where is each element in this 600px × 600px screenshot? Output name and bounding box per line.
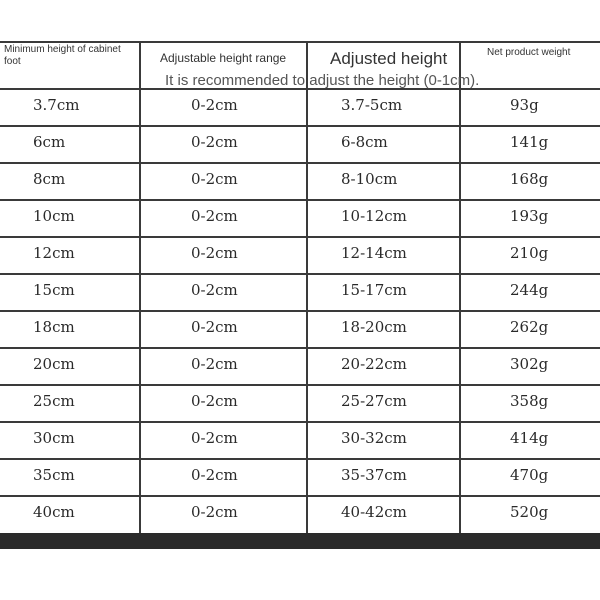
table-cell: 0-2cm — [191, 318, 238, 336]
table-cell: 358g — [510, 392, 549, 410]
row-divider — [0, 236, 600, 238]
row-divider — [0, 125, 600, 127]
table-cell: 18cm — [33, 318, 75, 336]
bottom-bar — [0, 533, 600, 549]
table-cell: 30-32cm — [341, 429, 407, 447]
table-cell: 20-22cm — [341, 355, 407, 373]
table-cell: 302g — [510, 355, 549, 373]
table-cell: 20cm — [33, 355, 75, 373]
row-divider — [0, 347, 600, 349]
header-net-weight: Net product weight — [487, 47, 571, 58]
table-cell: 0-2cm — [191, 429, 238, 447]
header-adjusted-height: Adjusted height — [330, 49, 448, 68]
row-divider — [0, 458, 600, 460]
table-cell: 210g — [510, 244, 549, 262]
row-divider — [0, 421, 600, 423]
table-cell: 0-2cm — [191, 281, 238, 299]
table-cell: 12cm — [33, 244, 75, 262]
table-cell: 0-2cm — [191, 466, 238, 484]
table-cell: 262g — [510, 318, 549, 336]
table-cell: 10-12cm — [341, 207, 407, 225]
table-cell: 0-2cm — [191, 355, 238, 373]
table-cell: 15-17cm — [341, 281, 407, 299]
table-cell: 520g — [510, 503, 549, 521]
row-divider — [0, 310, 600, 312]
table-cell: 6-8cm — [341, 133, 388, 151]
table-cell: 12-14cm — [341, 244, 407, 262]
table-cell: 0-2cm — [191, 207, 238, 225]
recommendation-note: It is recommended to adjust the height (0-1cm). — [165, 72, 480, 89]
table-cell: 6cm — [33, 133, 66, 151]
table-cell: 30cm — [33, 429, 75, 447]
table-cell: 0-2cm — [191, 244, 238, 262]
table-cell: 40cm — [33, 503, 75, 521]
table-cell: 141g — [510, 133, 549, 151]
table-cell: 25cm — [33, 392, 75, 410]
table-cell: 414g — [510, 429, 549, 447]
table-cell: 0-2cm — [191, 392, 238, 410]
table-cell: 8-10cm — [341, 170, 398, 188]
row-divider — [0, 162, 600, 164]
table-cell: 244g — [510, 281, 549, 299]
table-cell: 193g — [510, 207, 549, 225]
table-cell: 35cm — [33, 466, 75, 484]
row-divider — [0, 41, 600, 43]
table-cell: 93g — [510, 96, 539, 114]
table-cell: 8cm — [33, 170, 66, 188]
table-cell: 25-27cm — [341, 392, 407, 410]
table-cell: 470g — [510, 466, 549, 484]
row-divider — [0, 88, 600, 90]
table-cell: 10cm — [33, 207, 75, 225]
table-cell: 15cm — [33, 281, 75, 299]
table-cell: 0-2cm — [191, 133, 238, 151]
table-cell: 0-2cm — [191, 170, 238, 188]
row-divider — [0, 199, 600, 201]
table-cell: 18-20cm — [341, 318, 407, 336]
table-cell: 3.7-5cm — [341, 96, 403, 114]
table-cell: 3.7cm — [33, 96, 80, 114]
header-adjustable-range: Adjustable height range — [160, 51, 287, 65]
table-cell: 35-37cm — [341, 466, 407, 484]
row-divider — [0, 495, 600, 497]
header-min-height: Minimum height of cabinet foot — [4, 44, 121, 67]
table-cell: 168g — [510, 170, 549, 188]
row-divider — [0, 384, 600, 386]
table-cell: 0-2cm — [191, 96, 238, 114]
table-cell: 40-42cm — [341, 503, 407, 521]
table-cell: 0-2cm — [191, 503, 238, 521]
row-divider — [0, 273, 600, 275]
